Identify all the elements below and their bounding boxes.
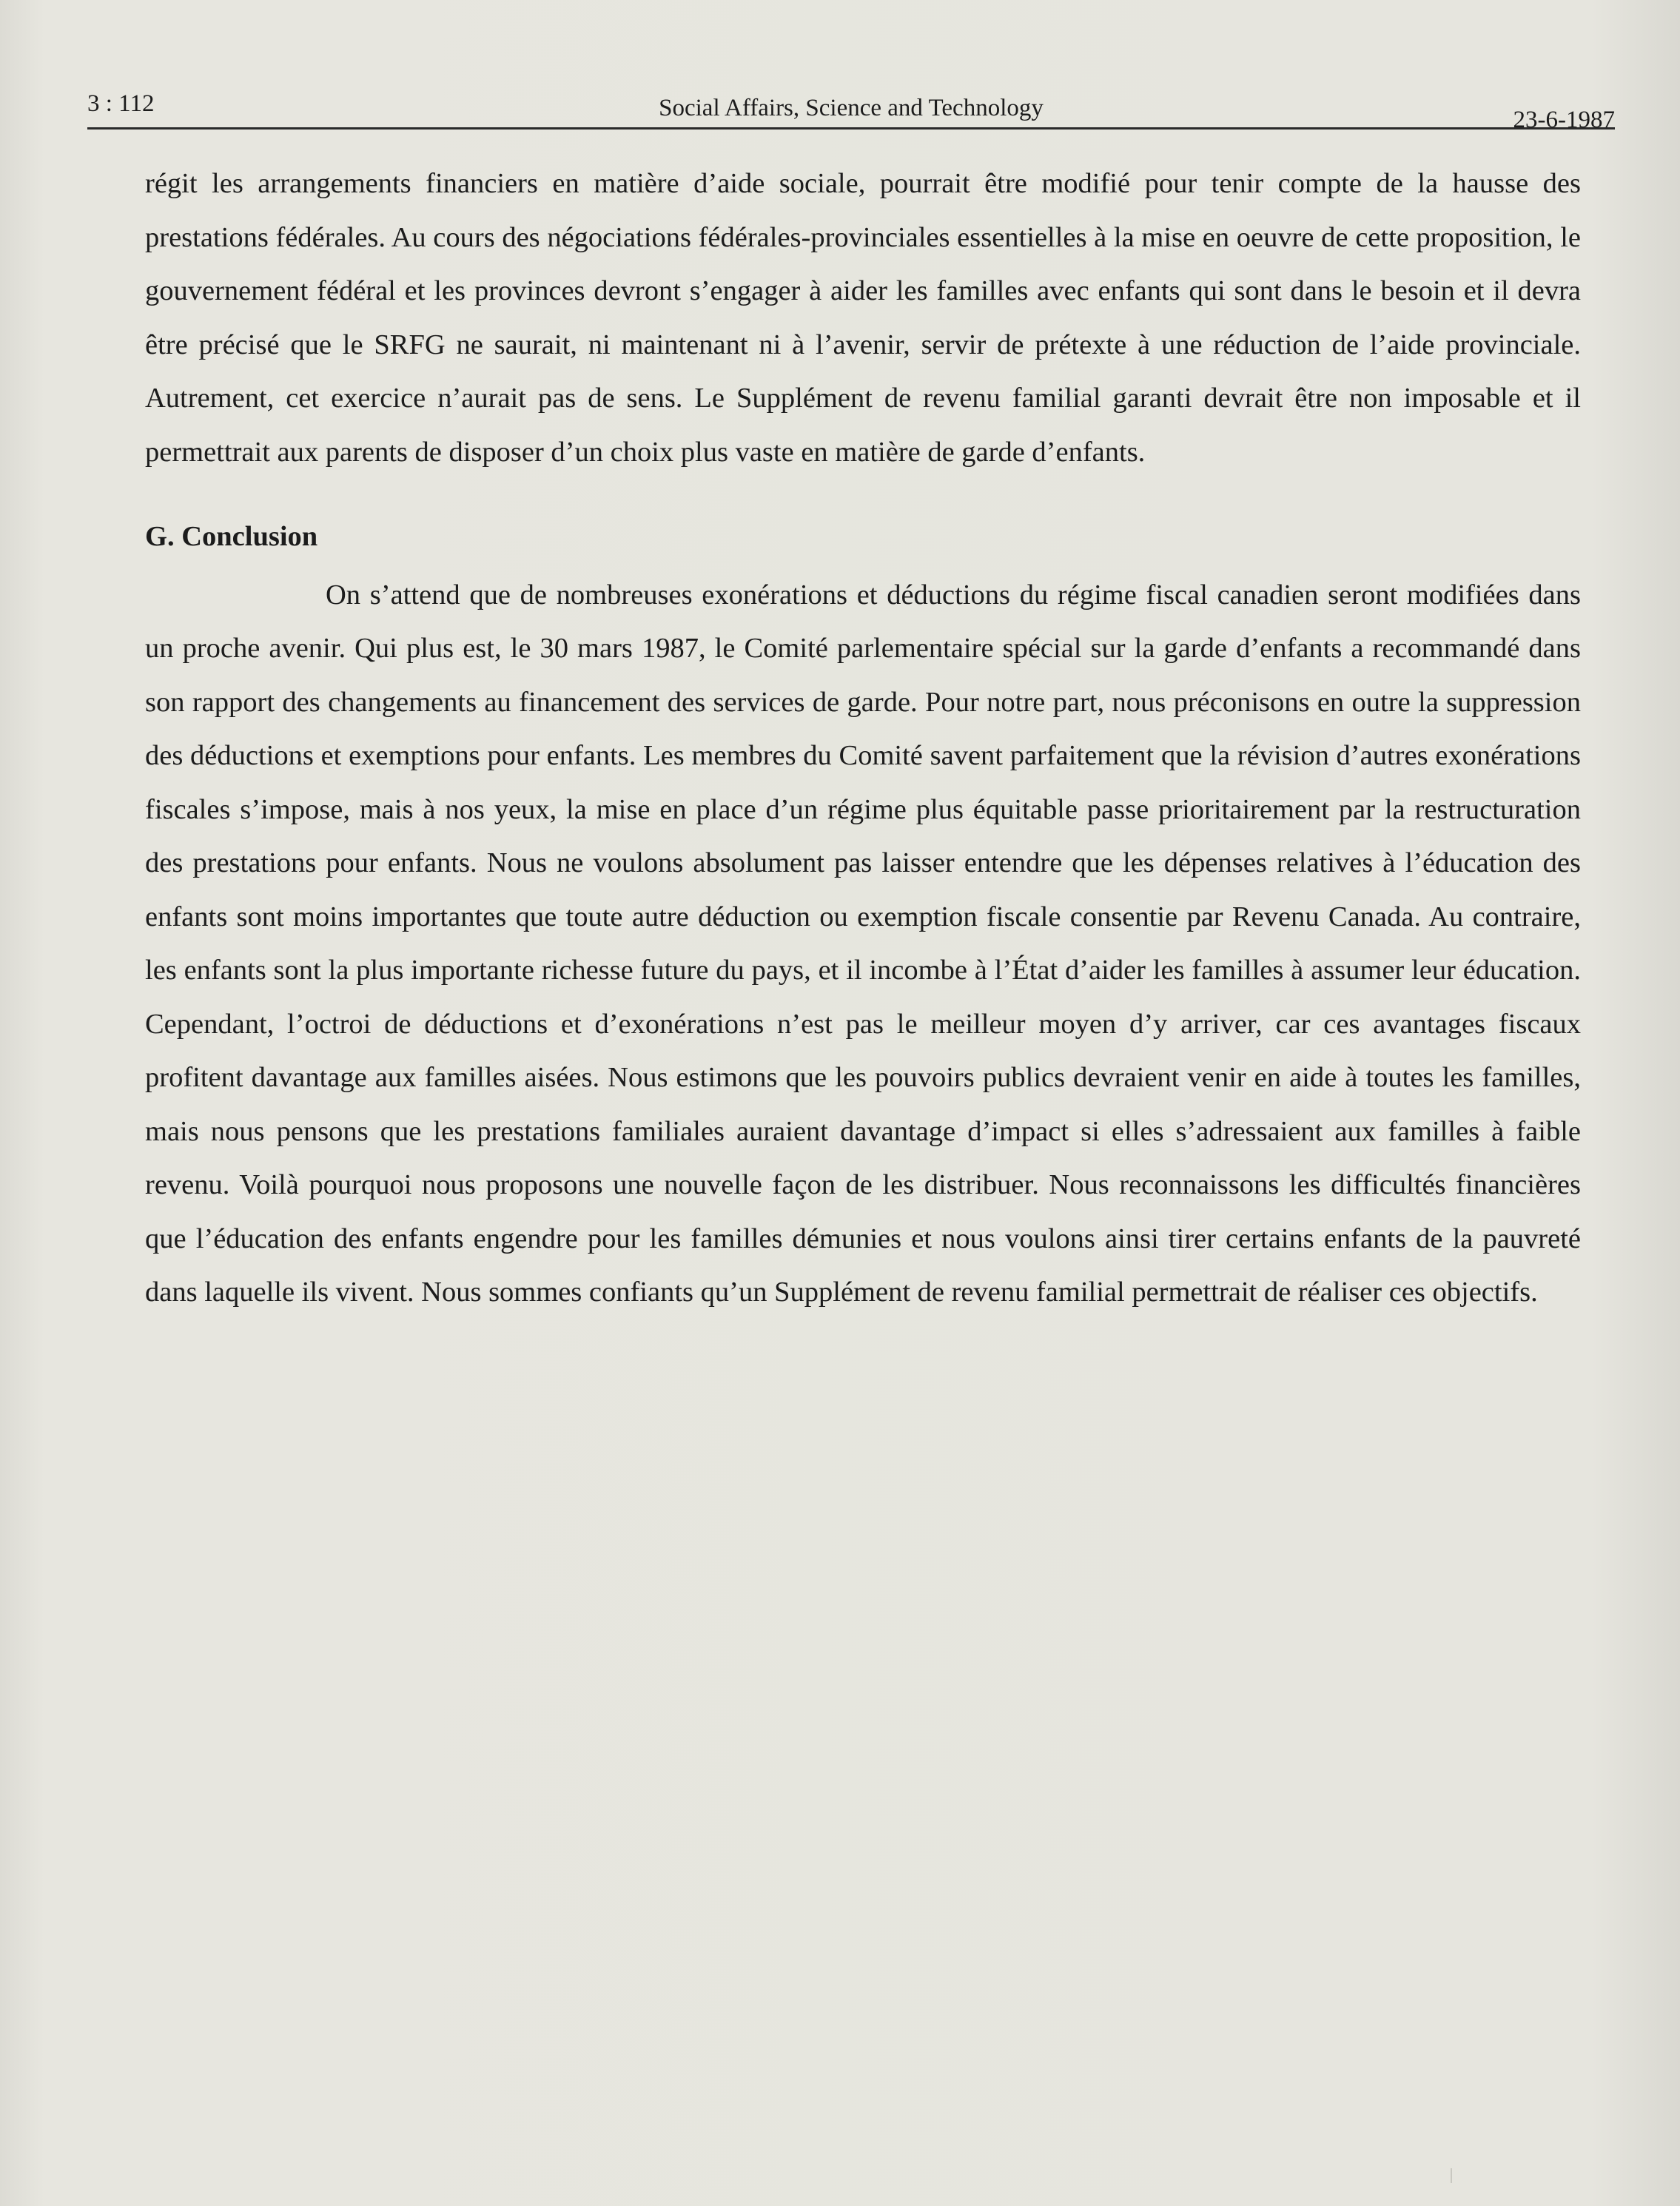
page-number: 3 : 112 [87, 90, 155, 117]
running-head [87, 87, 1615, 133]
section-heading: G. Conclusion [145, 521, 318, 552]
page-edge-mark [1451, 2168, 1462, 2183]
conclusion-paragraph: On s’attend que de nombreuses exonérations et déductions du régime fiscal canadien seront modifiées dans un proche avenir. Qui plus est, le 30 mars 1987, le Comité parlementaire spécial sur la garde d’enfants a recommandé dans son rapport des changements au financement des services de garde. Pour notre part, nous préconisons en outre la suppression des déductions et exemptions pour enfants. Les membres du Comité savent parfaitement que la révision d’autres exonérations fiscales s’impose, mais à nos yeux, la mise en place d’un régime plus équitable passe prioritairement par la restructuration des prestations pour enfants. Nous ne voulons absolument pas laisser entendre que les dépenses relatives à l’éducation des enfants sont moins importantes que toute autre déduction ou exemption fiscale consentie par Revenu Canada. Au contraire, les enfants sont la plus importante richesse future du pays, et il incombe à l’État d’aider les familles à assumer leur éducation. Cependant, l’octroi de déductions et d’exonérations n’est pas le meilleur moyen d’y arriver, car ces avantages fiscaux profitent davantage aux familles aisées. Nous estimons que les pouvoirs publics devraient venir en aide à toutes les familles, mais nous pensons que les prestations familiales auraient davantage d’impact si elles s’adressaient aux familles à faible revenu. Voilà pourquoi nous proposons une nouvelle façon de les distribuer. Nous reconnaissons les difficultés financières que l’éducation des enfants engendre pour les familles démunies et nous voulons ainsi tirer certains enfants de la pauvreté dans laquelle ils vivent. Nous sommes confiants qu’un Supplément de revenu familial permettrait de réaliser ces objectifs. [145, 579, 1581, 1308]
running-title: Social Affairs, Science and Technology [659, 95, 1044, 121]
body-text [145, 157, 1581, 1319]
page-date: 23-6-1987 [1513, 107, 1615, 133]
intro-paragraph: régit les arrangements financiers en matière d’aide sociale, pourrait être modifié pour tenir compte de la hausse des prestations fédérales. Au cours des négociations fédérales-provinciales essentielles à la mise en oeuvre de cette proposition, le gouvernement fédéral et les provinces devront s’engager à aider les familles avec enfants qui sont dans le besoin et il devra être précisé que le SRFG ne saurait, ni maintenant ni à l’avenir, servir de prétexte à une réduction de l’aide provinciale. Autrement, cet exercice n’aurait pas de sens. Le Supplément de revenu familial garanti devrait être non imposable et il permettrait aux parents de disposer d’un choix plus vaste en matière de garde d’enfants. [145, 168, 1581, 468]
